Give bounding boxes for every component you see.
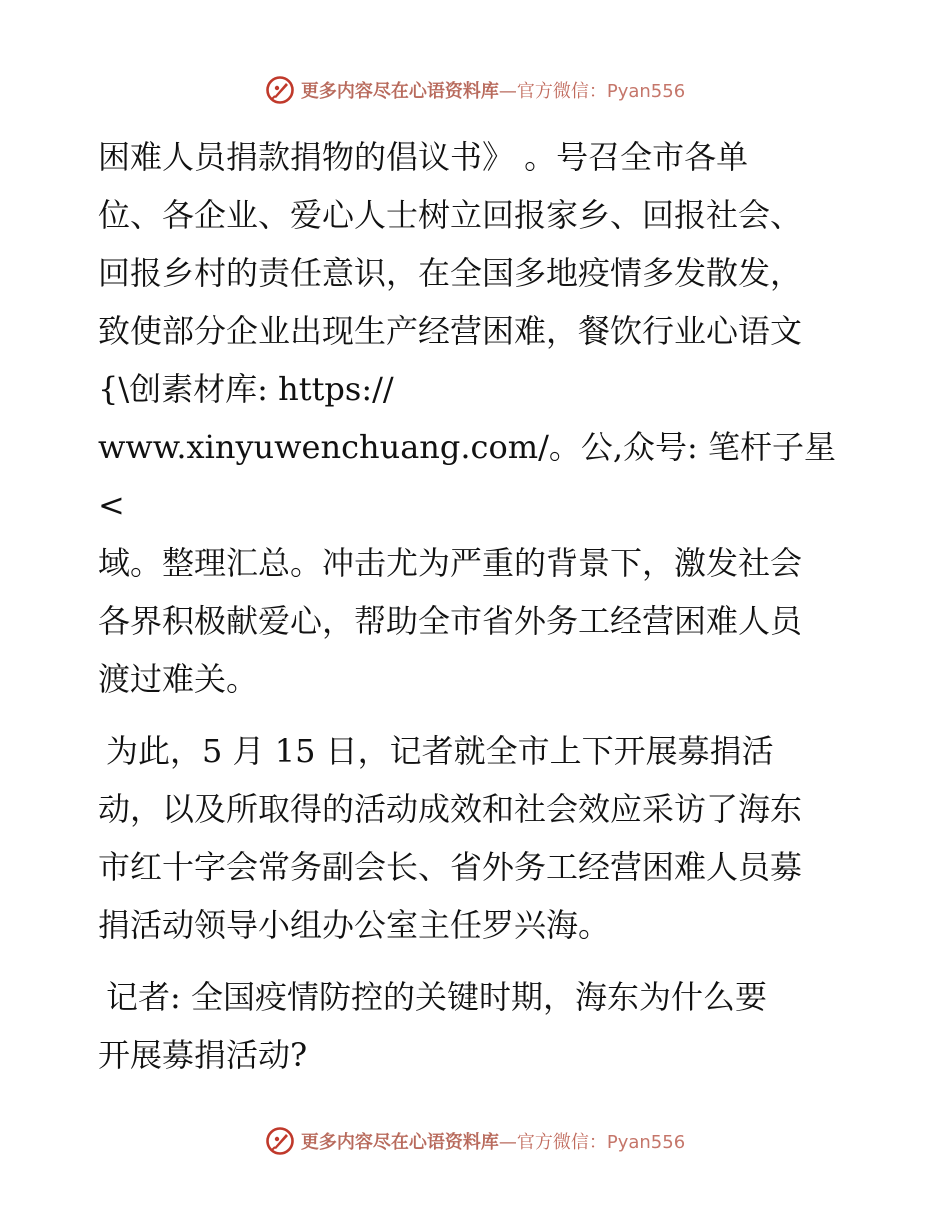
body-line: 捐活动领导小组办公室主任罗兴海。	[98, 906, 611, 944]
quill-seal-logo-icon	[265, 75, 295, 105]
header-banner-dash: —	[498, 81, 517, 102]
footer-banner-dash: —	[498, 1132, 517, 1153]
body-line: 开展募捐活动?	[98, 1036, 308, 1074]
paragraph-2	[98, 722, 858, 954]
footer-banner-lead: 更多内容尽在心语资料库	[300, 1132, 499, 1153]
paragraph-3	[98, 968, 858, 1084]
body-line: 致使部分企业出现生产经营困难，餐饮行业心语文	[98, 312, 803, 350]
body-line: 位、各企业、爱心人士树立回报家乡、回报社会、	[98, 196, 803, 234]
header-banner-text	[301, 77, 685, 103]
body-line: 为此，5 月 15 日，记者就全市上下开展募捐活	[106, 732, 774, 770]
body-line: 渡过难关。	[98, 660, 259, 698]
header-banner-handle: Pyan556	[606, 81, 686, 102]
body-line: www.xinyuwenchuang.com/。公,众号: 笔杆子星<	[98, 428, 836, 524]
header-banner	[0, 70, 950, 110]
document-body	[98, 128, 858, 1084]
body-line: 回报乡村的责任意识，在全国多地疫情多发散发，	[98, 254, 803, 292]
body-line: 动，以及所取得的活动成效和社会效应采访了海东	[98, 790, 803, 828]
body-line: 域。整理汇总。冲击尤为严重的背景下，激发社会	[98, 544, 803, 582]
footer-banner-label: 官方微信：	[516, 1132, 607, 1153]
body-line: 记者: 全国疫情防控的关键时期，海东为什么要	[106, 978, 767, 1016]
body-line: 困难人员捐款捐物的倡议书》 。号召全市各单	[98, 138, 749, 176]
paragraph-1	[98, 128, 858, 708]
header-banner-lead: 更多内容尽在心语资料库	[300, 81, 499, 102]
footer-banner-handle: Pyan556	[606, 1132, 686, 1153]
body-line: 市红十字会常务副会长、省外务工经营困难人员募	[98, 848, 803, 886]
footer-banner	[0, 1121, 950, 1161]
body-line: {\创素材库: https://	[98, 370, 394, 408]
body-line: 各界积极献爱心，帮助全市省外务工经营困难人员	[98, 602, 803, 640]
footer-banner-text	[301, 1128, 685, 1154]
quill-seal-logo-icon	[265, 1126, 295, 1156]
header-banner-label: 官方微信：	[516, 81, 607, 102]
